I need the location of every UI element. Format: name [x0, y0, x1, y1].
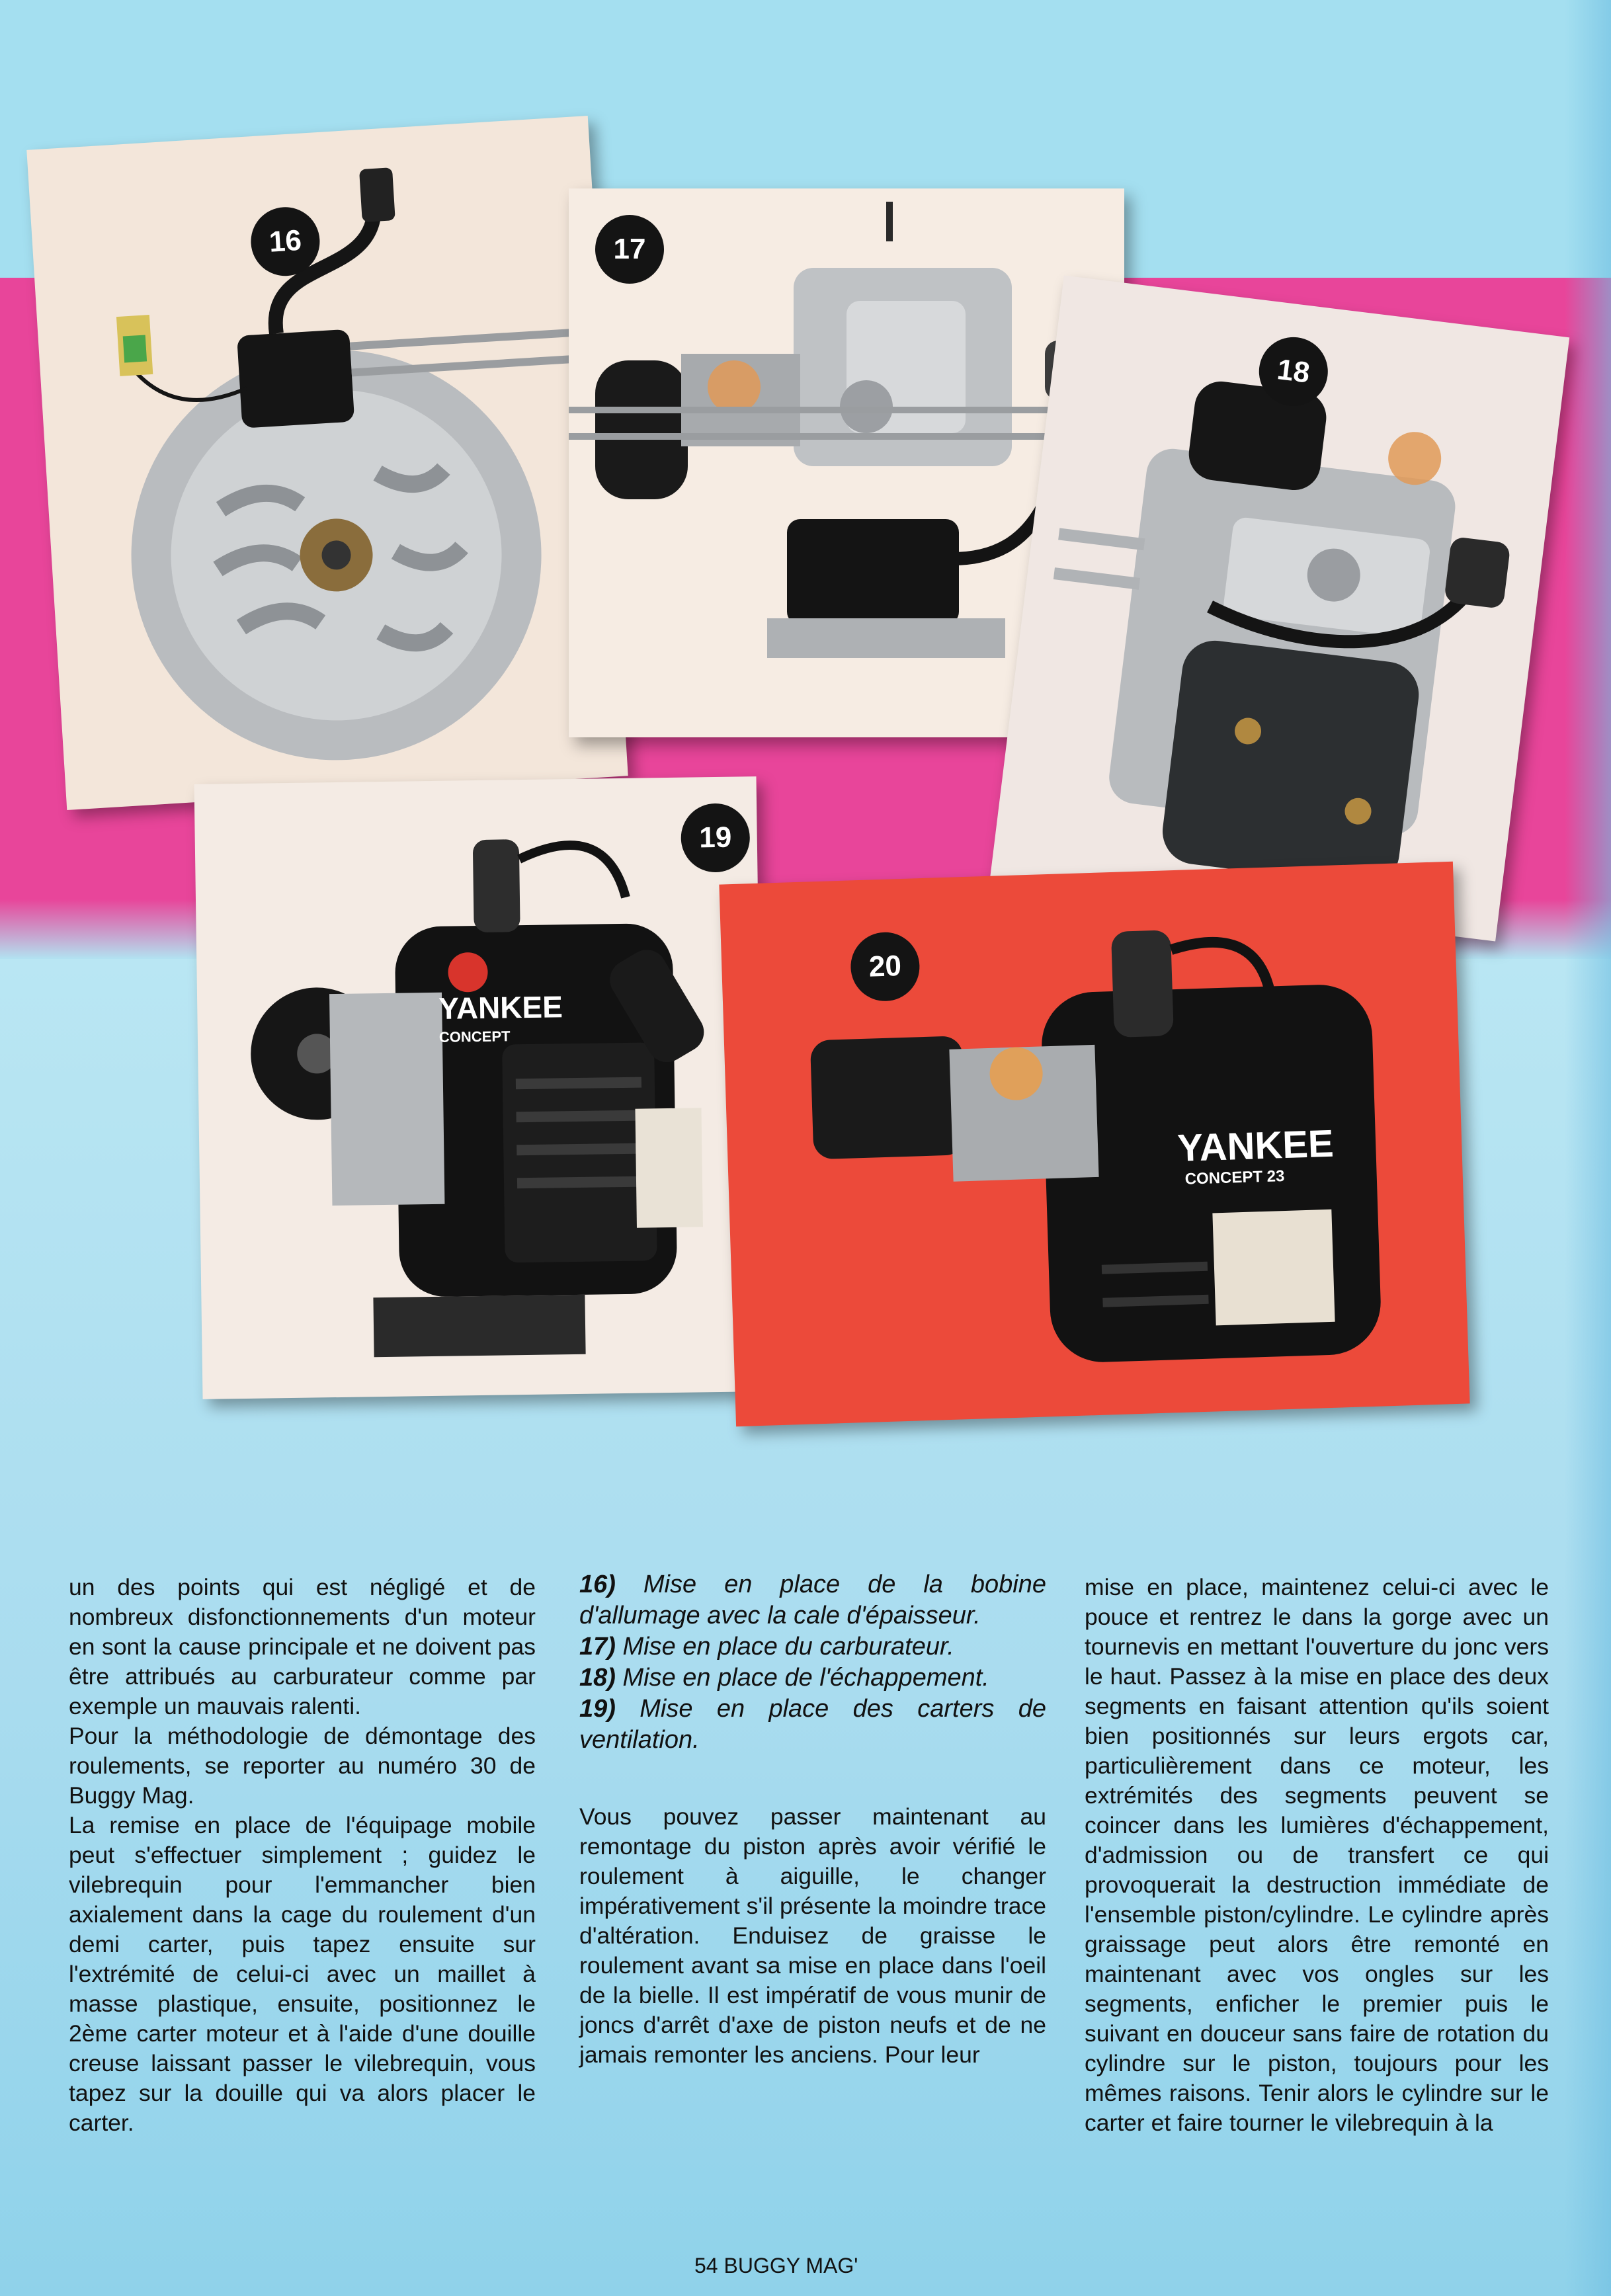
yankee-logo: YANKEE: [1177, 1122, 1335, 1170]
concept-logo: CONCEPT: [438, 1028, 511, 1046]
caption-number: 19): [579, 1695, 616, 1723]
photo-number-badge: 19: [681, 803, 750, 872]
photo-16: [26, 116, 628, 810]
paragraph: Vous pouvez passer maintenant au remontage du piston après avoir vérifié le roulement à aiguille, le changer impérativement s'il présente la moindre trace d'altération. Enduisez de graisse le roulement avant sa mise en place dans l'oeil de la bielle. Il est impératif de vous munir de joncs d'arrêt d'axe de piston neufs et de ne jamais remonter les anciens. Pour leur: [579, 1803, 1046, 2068]
caption-text: Mise en place de la bobine d'allumage avec la cale d'épaisseur.: [579, 1571, 1046, 1629]
photo-number-badge: 20: [850, 931, 921, 1002]
caption-number: 17): [579, 1633, 616, 1660]
column-right: [1085, 1573, 1549, 2138]
caption-16: [579, 1569, 1046, 1631]
caption-18: [579, 1662, 1046, 1694]
yankee-logo: YANKEE: [438, 989, 563, 1026]
photo-19: [194, 776, 765, 1399]
photo-number-badge: 18: [1255, 333, 1332, 410]
page-footer: 54 BUGGY MAG': [694, 2254, 858, 2277]
paragraph: La remise en place de l'équipage mobile peut s'effectuer simplement ; guidez le vilebrequin pour l'emmancher bien axialement dans la cage du roulement d'un demi carter, puis tapez ensuite sur l'extrémité de celui-ci avec un maillet à masse plastique, ensuite, positionnez le 2ème carter moteur et à l'aide d'une douille creuse laissant passer le vilebrequin, vous tapez sur la douille qui va alors placer le carter.: [69, 1812, 536, 2136]
column-left: [69, 1573, 536, 2138]
engine-ventilation-covers-image: [194, 776, 765, 1399]
page-edge-shade: [1565, 0, 1611, 2296]
caption-text: Mise en place du carburateur.: [622, 1633, 954, 1660]
paragraph: Pour la méthodologie de démontage des roulements, se reporter au numéro 30 de Buggy Mag.: [69, 1723, 536, 1809]
paragraph: mise en place, maintenez celui-ci avec le pouce et rentrez le dans la gorge avec un tournevis en mettant l'ouverture du jonc vers le haut. Passez à la mise en place des deux segments en faisant attention qu'ils soient bien positionnés sur leurs ergots car, particulièrement dans ce moteur, les extrémités des segments peuvent se coincer dans les lumières d'échappement, d'admission ou de transfert ce qui provoquerait la destruction immédiate de l'ensemble piston/cylindre. Le cylindre après graissage peut alors être remonté en maintenant avec vos ongles sur les segments, enficher le premier puis le suivant en douceur sans faire de rotation du cylindre sur le piston, toujours pour les mêmes raisons. Tenir alors le cylindre sur le carter et faire tourner le vilebrequin à la: [1085, 1574, 1549, 2136]
caption-text: Mise en place de l'échappement.: [622, 1664, 989, 1692]
engine-complete-image: [719, 862, 1469, 1426]
caption-19: [579, 1694, 1046, 1756]
column-middle: [579, 1569, 1046, 2070]
engine-flywheel-image: [26, 116, 628, 810]
photo-number-badge: 16: [249, 205, 321, 278]
photo-number-badge: 17: [595, 215, 664, 284]
caption-17: [579, 1631, 1046, 1662]
concept-logo: CONCEPT 23: [1184, 1167, 1285, 1188]
paragraph: un des points qui est négligé et de nombreux disfonctionnements d'un moteur en sont la cause principale et ne doivent pas être attribués au carburateur comme par exemple un mauvais ralenti.: [69, 1574, 536, 1719]
photo-20: [719, 862, 1469, 1426]
caption-number: 16): [579, 1571, 616, 1598]
caption-number: 18): [579, 1664, 616, 1692]
caption-text: Mise en place des carters de ventilation.: [579, 1695, 1046, 1754]
photo-18: [990, 276, 1569, 942]
